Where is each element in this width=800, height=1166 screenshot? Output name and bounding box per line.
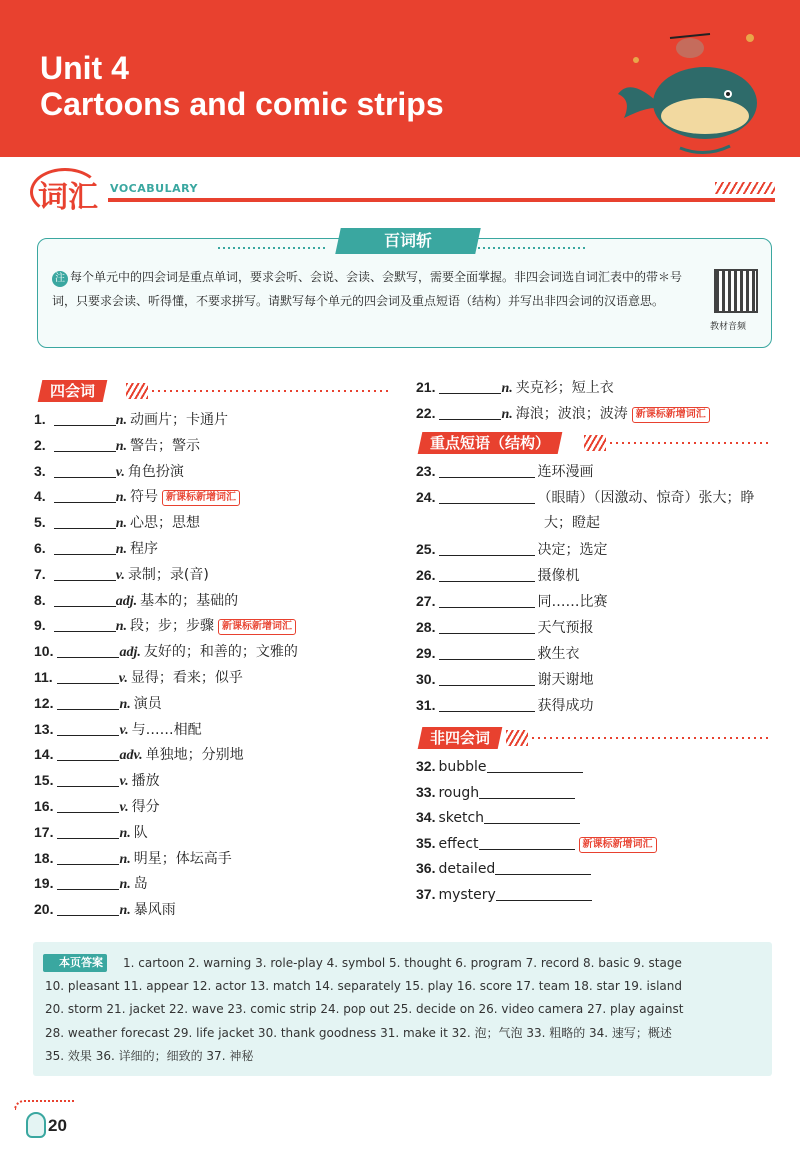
- whale-illustration-icon: [610, 8, 770, 158]
- part-of-speech: n.: [115, 438, 127, 454]
- english-word: rough: [438, 784, 480, 801]
- header-hatch-decoration: [715, 182, 775, 194]
- answer-blank[interactable]: [439, 696, 535, 712]
- section-dots: [532, 737, 770, 739]
- vocab-row: [34, 614, 296, 636]
- part-of-speech: n.: [501, 406, 513, 422]
- section-non-four-tag: [418, 727, 503, 749]
- phrase-meaning: 摄像机: [537, 568, 580, 584]
- phrase-meaning: 谢天谢地: [537, 672, 594, 688]
- meaning: 符号: [129, 489, 158, 506]
- item-number: 10.: [34, 643, 54, 660]
- answer-line: 10. pleasant 11. appear 12. actor 13. match 14. separately 15. play 16. score 17. team 18. star 19. island: [45, 979, 682, 993]
- phrase-row-continued: 大；瞪起: [544, 515, 600, 531]
- non-four-row: [416, 806, 580, 828]
- answer-blank[interactable]: [54, 539, 116, 555]
- item-number: 25.: [416, 541, 436, 557]
- answer-blank[interactable]: [57, 720, 119, 736]
- vocab-row: [34, 537, 158, 559]
- answer-blank[interactable]: [439, 462, 535, 478]
- vocab-row: [34, 795, 160, 817]
- meaning: 角色扮演: [127, 463, 184, 480]
- phrase-row: [416, 564, 579, 586]
- meaning: 动画片；卡通片: [129, 412, 228, 428]
- phrase-row: [416, 590, 607, 612]
- item-number: 3.: [34, 462, 46, 479]
- english-word: detailed: [438, 861, 496, 877]
- phrase-meaning: 同……比赛: [537, 594, 608, 610]
- unit-number: Unit 4: [40, 50, 129, 86]
- answer-blank[interactable]: [57, 771, 119, 787]
- answer-blank[interactable]: [57, 694, 119, 710]
- section-four-skill-tag: [38, 380, 108, 402]
- item-number: 18.: [34, 849, 54, 866]
- item-number: 12.: [34, 694, 54, 711]
- item-number: 1.: [34, 411, 46, 427]
- meaning: 明星；体坛高手: [133, 850, 232, 867]
- section-dots: [152, 390, 392, 392]
- answer-key-box: [33, 942, 772, 1076]
- header-rule: [108, 198, 775, 202]
- item-number: 34.: [416, 809, 436, 825]
- answer-blank[interactable]: [439, 488, 535, 504]
- vocab-row: [34, 872, 148, 894]
- part-of-speech: v.: [119, 800, 129, 815]
- english-word: sketch: [438, 810, 485, 826]
- phrase-meaning: 天气预报: [537, 620, 594, 636]
- vocabulary-title-cn: 词汇: [38, 180, 98, 215]
- qr-label: 教材音频: [710, 322, 747, 332]
- item-number: 24.: [416, 489, 436, 505]
- item-number: 6.: [34, 540, 46, 556]
- vocabulary-header: [30, 168, 775, 218]
- meaning: 海浪；波浪；波涛: [515, 405, 628, 422]
- answer-line: 1. cartoon 2. warning 3. role-play 4. symbol 5. thought 6. program 7. record 8. basic 9. stage: [123, 956, 682, 970]
- unit-title: Cartoons and comic strips: [40, 86, 444, 122]
- vocab-row: [34, 898, 176, 920]
- answer-blank[interactable]: [54, 513, 116, 529]
- part-of-speech: n.: [119, 696, 131, 712]
- item-number: 15.: [34, 772, 54, 789]
- notice-dots-right: [478, 247, 588, 249]
- answer-blank[interactable]: [57, 823, 119, 839]
- vocab-row: [34, 821, 148, 843]
- answer-blank[interactable]: [439, 566, 535, 582]
- part-of-speech: v.: [119, 722, 129, 738]
- phrase-meaning: （眼睛）（因激动、惊奇）张大；睁: [537, 490, 755, 506]
- item-number: 23.: [416, 463, 436, 479]
- answer-blank[interactable]: [484, 808, 580, 824]
- answer-blank[interactable]: [57, 849, 119, 865]
- section-phrases-label: 重点短语（结构）: [430, 434, 551, 452]
- section-four-skill-label: 四会词: [50, 382, 96, 400]
- part-of-speech: n.: [119, 877, 131, 893]
- vocab-row: [34, 718, 202, 740]
- meaning: 段；步；步骤: [129, 618, 214, 635]
- meaning: 心思；思想: [129, 515, 200, 532]
- new-word-badge: 新课标新增词汇: [632, 407, 710, 423]
- item-number: 31.: [416, 697, 436, 713]
- item-number: 2.: [34, 436, 46, 453]
- english-word: effect: [438, 835, 479, 852]
- meaning: 夹克衫；短上衣: [515, 380, 614, 396]
- answer-blank[interactable]: [57, 642, 119, 658]
- meaning: 得分: [131, 799, 160, 815]
- item-number: 9.: [34, 617, 46, 634]
- section-hatch: [506, 730, 528, 746]
- phrase-row: [416, 616, 593, 638]
- meaning: 程序: [129, 541, 158, 557]
- notice-box: [37, 238, 772, 348]
- answer-line: 20. storm 21. jacket 22. wave 23. comic strip 24. pop out 25. decide on 26. video camera 27. play against: [45, 1002, 684, 1016]
- part-of-speech: n.: [501, 381, 513, 396]
- answer-blank[interactable]: [439, 592, 535, 608]
- section-phrases-tag: [418, 432, 563, 454]
- part-of-speech: n.: [119, 903, 131, 919]
- answer-blank[interactable]: [57, 797, 119, 813]
- vocab-row: [34, 666, 243, 688]
- part-of-speech: n.: [115, 516, 127, 532]
- english-word: bubble: [438, 759, 487, 775]
- item-number: 5.: [34, 514, 46, 531]
- section-hatch: [584, 435, 606, 451]
- vocab-row: [34, 563, 209, 585]
- item-number: 22.: [416, 404, 436, 421]
- item-number: 37.: [416, 885, 436, 902]
- part-of-speech: v.: [115, 567, 125, 583]
- part-of-speech: v.: [118, 671, 128, 686]
- item-number: 21.: [416, 379, 436, 395]
- answer-blank[interactable]: [439, 540, 535, 556]
- item-number: 28.: [416, 619, 436, 635]
- meaning: 与……相配: [131, 721, 202, 738]
- item-number: 29.: [416, 645, 436, 661]
- vocab-row: [34, 847, 232, 869]
- item-number: 36.: [416, 860, 436, 876]
- answer-key-label: 本页答案: [59, 956, 103, 969]
- phrase-row: [416, 642, 579, 664]
- item-number: 13.: [34, 720, 54, 737]
- item-number: 30.: [416, 671, 436, 687]
- part-of-speech: n.: [115, 490, 127, 506]
- vocab-row: [34, 408, 228, 430]
- meaning: 录制；录(音): [127, 566, 209, 583]
- part-of-speech: n.: [119, 825, 131, 841]
- notice-body: 每个单元中的四会词是重点单词，要求会听、会说、会读、会默写，需要全面掌握。非四会词选自词汇表中的带＊号词，只要求会读、听得懂，不要求拼写。请默写每个单元的四会词及重点短语（结构）并写出非四会词的汉语意思。: [52, 270, 683, 308]
- item-number: 32.: [416, 758, 436, 774]
- part-of-speech: adj.: [115, 593, 138, 609]
- answer-blank[interactable]: [54, 591, 116, 607]
- item-number: 4.: [34, 488, 46, 505]
- lightbulb-icon: [26, 1112, 46, 1138]
- phrase-meaning: 决定；选定: [537, 542, 608, 558]
- answer-blank[interactable]: [479, 783, 575, 799]
- item-number: 35.: [416, 834, 436, 851]
- answer-blank[interactable]: [54, 487, 116, 503]
- non-four-row: [416, 781, 575, 803]
- meaning: 岛: [133, 876, 148, 893]
- answer-blank[interactable]: [495, 859, 591, 875]
- item-number: 27.: [416, 593, 436, 609]
- section-dots: [610, 442, 770, 444]
- answer-blank[interactable]: [439, 644, 535, 660]
- part-of-speech: n.: [115, 413, 127, 428]
- qr-code-icon[interactable]: [714, 269, 758, 313]
- notice-dots-left: [218, 247, 328, 249]
- part-of-speech: n.: [115, 619, 127, 635]
- meaning: 友好的；和善的；文雅的: [143, 644, 298, 661]
- part-of-speech: v.: [119, 774, 129, 790]
- vocab-row: [34, 460, 184, 482]
- meaning: 暴风雨: [133, 902, 176, 919]
- phrase-row: [416, 486, 754, 508]
- meaning: 基本的；基础的: [140, 592, 239, 609]
- vocab-row: [34, 640, 298, 662]
- item-number: 16.: [34, 798, 54, 814]
- page-number: 20: [48, 1116, 67, 1135]
- answer-line: 28. weather forecast 29. life jacket 30. thank goodness 31. make it 32. 泡；气泡 33. 粗略的 34. 速写；概述: [45, 1026, 672, 1040]
- notice-text: [52, 265, 692, 313]
- vocabulary-title-en: VOCABULARY: [110, 182, 198, 195]
- non-four-row: [416, 883, 592, 905]
- vocab-row: [34, 485, 240, 507]
- english-word: mystery: [438, 886, 496, 903]
- part-of-speech: n.: [115, 542, 127, 557]
- vocab-row: [34, 589, 238, 611]
- unit-banner: [0, 0, 800, 157]
- notice-tag-label: 百词斩: [383, 231, 432, 250]
- answer-blank[interactable]: [57, 900, 119, 916]
- item-number: 20.: [34, 901, 54, 918]
- vocab-row: [416, 376, 614, 398]
- new-word-badge: 新课标新增词汇: [162, 490, 240, 506]
- answer-blank[interactable]: [54, 462, 116, 478]
- phrase-row: [416, 694, 593, 716]
- answer-blank[interactable]: [479, 834, 575, 850]
- vocab-row: [34, 743, 244, 765]
- answer-blank[interactable]: [439, 378, 501, 394]
- meaning: 队: [133, 824, 148, 841]
- vocab-row: [34, 511, 200, 533]
- phrase-row: [416, 460, 593, 482]
- item-number: 14.: [34, 746, 54, 763]
- page-dots-decoration: [14, 1100, 74, 1110]
- meaning: 单独地；分别地: [145, 747, 244, 764]
- new-word-badge: 新课标新增词汇: [579, 837, 657, 853]
- phrase-meaning: 连环漫画: [537, 464, 594, 480]
- answer-blank[interactable]: [487, 757, 583, 773]
- answer-blank[interactable]: [57, 668, 119, 684]
- meaning: 演员: [133, 695, 162, 712]
- page-footer: [0, 1100, 80, 1156]
- part-of-speech: adv.: [119, 748, 143, 764]
- item-number: 17.: [34, 823, 54, 840]
- vocab-row: [34, 692, 162, 714]
- meaning: 警告；警示: [129, 437, 200, 454]
- item-number: 11.: [34, 669, 53, 685]
- answer-blank[interactable]: [496, 885, 592, 901]
- new-word-badge: 新课标新增词汇: [218, 619, 296, 635]
- non-four-row: [416, 832, 657, 854]
- answer-blank[interactable]: [57, 874, 119, 890]
- phrase-meaning: 获得成功: [537, 698, 594, 714]
- non-four-row: [416, 755, 583, 777]
- meaning: 播放: [131, 773, 160, 790]
- section-non-four-label: 非四会词: [430, 729, 491, 747]
- answer-blank[interactable]: [54, 436, 116, 452]
- item-number: 8.: [34, 591, 46, 608]
- part-of-speech: n.: [119, 851, 131, 867]
- answer-blank[interactable]: [54, 410, 116, 426]
- phrase-row: [416, 668, 593, 690]
- item-number: 7.: [34, 565, 46, 582]
- answer-blank[interactable]: [439, 618, 535, 634]
- vocab-row: [34, 434, 200, 456]
- non-four-row: [416, 857, 591, 879]
- vocab-row: [34, 769, 160, 791]
- vocab-row: [416, 402, 710, 424]
- answer-blank[interactable]: [57, 745, 119, 761]
- answer-blank[interactable]: [54, 616, 116, 632]
- phrase-row: [416, 538, 607, 560]
- item-number: 33.: [416, 783, 436, 800]
- answer-blank[interactable]: [439, 404, 501, 420]
- answer-line: 35. 效果 36. 详细的；细致的 37. 神秘: [45, 1049, 254, 1063]
- section-hatch: [126, 383, 148, 399]
- phrase-meaning: 救生衣: [537, 646, 580, 662]
- part-of-speech: adj.: [119, 645, 141, 661]
- notice-tag: [335, 228, 481, 254]
- notice-marker: 注: [52, 271, 68, 287]
- answer-blank[interactable]: [439, 670, 535, 686]
- part-of-speech: v.: [115, 464, 125, 480]
- meaning: 显得；看来；似乎: [130, 670, 243, 686]
- item-number: 19.: [34, 875, 54, 892]
- answer-key-tag: [43, 954, 107, 972]
- item-number: 26.: [416, 567, 436, 583]
- answer-blank[interactable]: [54, 565, 116, 581]
